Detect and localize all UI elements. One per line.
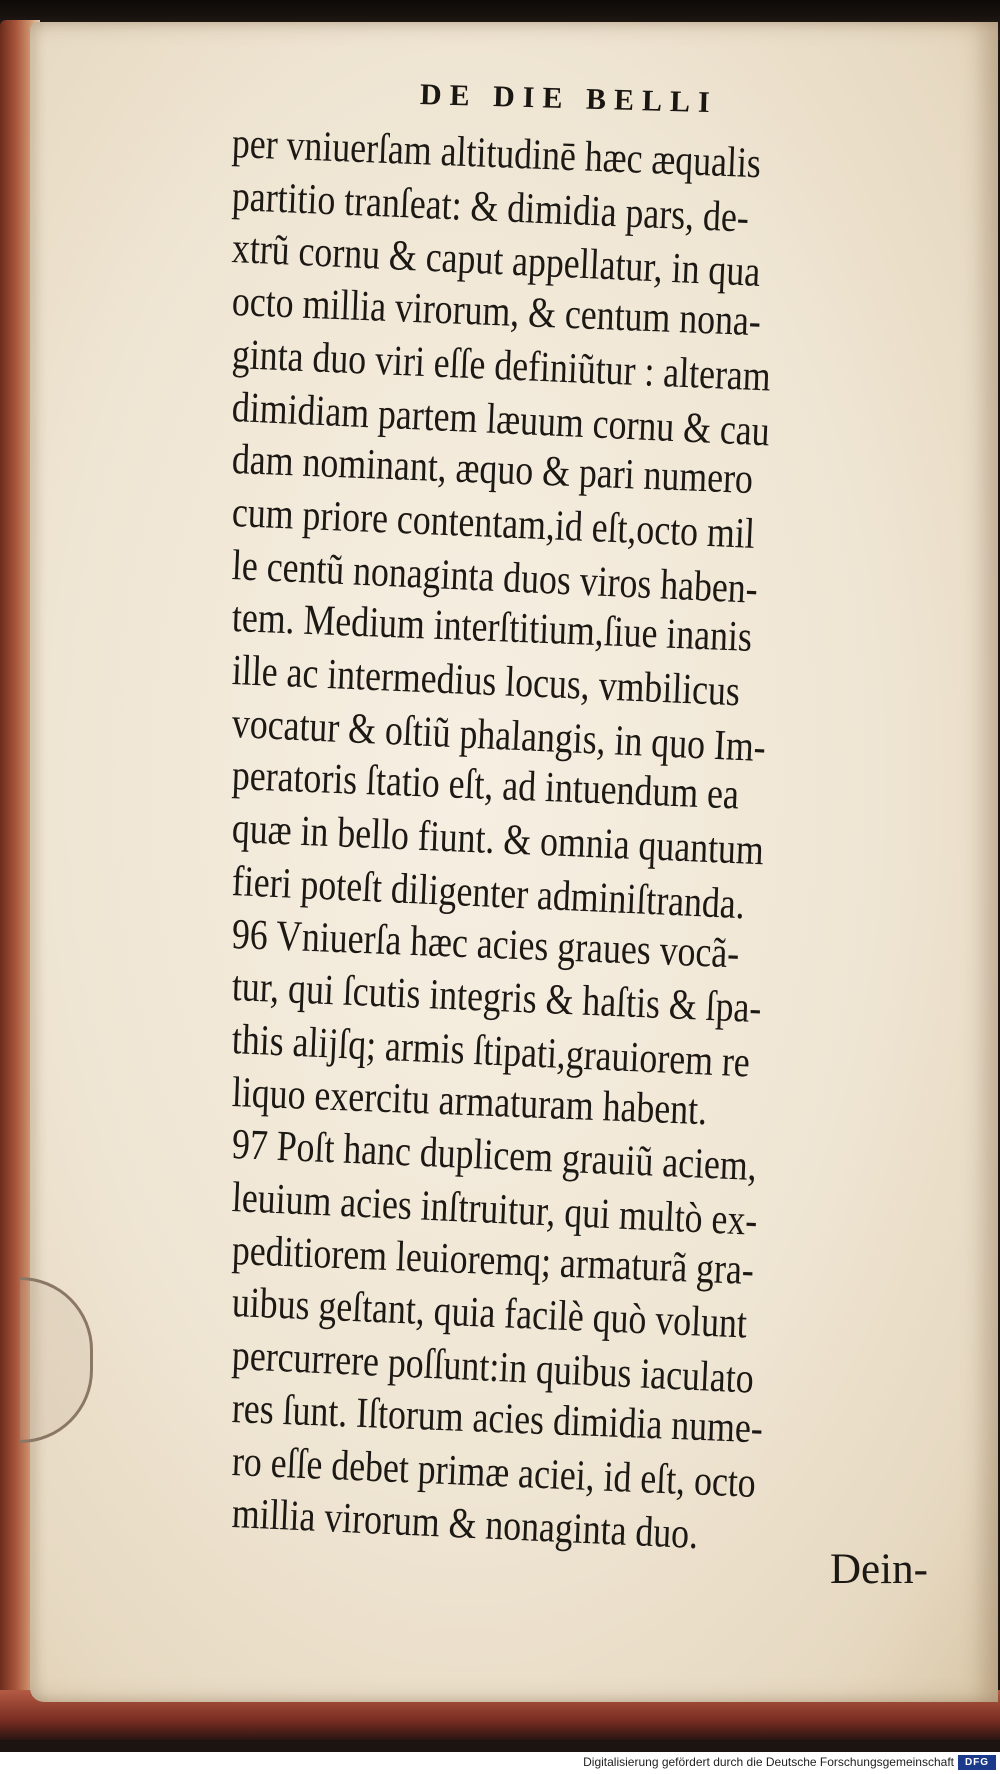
body-text bbox=[230, 118, 952, 1559]
clasp-ring bbox=[20, 1277, 93, 1443]
dfg-logo: DFG bbox=[958, 1755, 996, 1770]
text-line: vocatur & oſtiũ phalangis, in quo Im- bbox=[230, 699, 767, 771]
catchword: Dein- bbox=[830, 1546, 928, 1593]
text-line: leuium acies inſtruitur, qui multò ex- bbox=[230, 1174, 759, 1245]
text-line: tem. Medium interſtitium,ſiue inanis bbox=[231, 594, 753, 662]
text-line: peratoris ſtatio eſt, ad intuendum ea bbox=[231, 752, 740, 819]
text-line: liquo exercitu armaturam habent. bbox=[231, 1068, 708, 1134]
text-line: cum priore contentam,id eſt,octo mil bbox=[231, 488, 756, 558]
text-line: le centũ nonaginta duos viros haben- bbox=[230, 541, 759, 613]
text-line: ille ac intermedius locus, vmbilicus bbox=[231, 647, 741, 716]
text-line: peditiorem leuioremq; armaturã gra- bbox=[231, 1226, 755, 1294]
text-line: fieri poteſt diligenter adminiſtranda. bbox=[230, 857, 746, 929]
text-line: per vniuerſam altitudinē hæc æqualis bbox=[231, 120, 762, 188]
text-line: percurrere poſſunt:in quibus iaculato bbox=[230, 1332, 755, 1403]
text-line: dimidiam partem læuum cornu & cau bbox=[230, 383, 771, 455]
footer-credit: Digitalisierung gefördert durch die Deutsche Forschungsgemeinschaft bbox=[583, 1755, 954, 1769]
text-line: xtrũ cornu & caput appellatur, in qua bbox=[230, 225, 762, 297]
text-line: octo millia virorum, & centum nona- bbox=[231, 278, 762, 346]
text-line: 96 Vniuerſa hæc acies graues vocã- bbox=[231, 910, 741, 978]
text-line: res ſunt. Iſtorum acies dimidia nume- bbox=[231, 1384, 764, 1453]
text-line: dam nominant, æquo & pari numero bbox=[231, 436, 754, 504]
text-line: ro eſſe debet primæ aciei, id eſt, octo bbox=[231, 1437, 757, 1507]
text-line: 97 Poſt hanc duplicem grauiũ aciem, bbox=[231, 1121, 758, 1191]
footer-bar bbox=[0, 1752, 1000, 1774]
running-head: DE DIE BELLI bbox=[419, 78, 719, 120]
text-line: tur, qui ſcutis integris & haſtis & ſpa- bbox=[231, 963, 763, 1033]
text-line: this alijſq; armis ſtipati,grauiorem re bbox=[230, 1015, 751, 1087]
text-line: uibus geſtant, quia facilè quò volunt bbox=[231, 1279, 748, 1349]
text-line: ginta duo viri eſſe definiũtur : alteram bbox=[231, 330, 772, 401]
text-line: millia virorum & nonaginta duo. bbox=[230, 1490, 700, 1559]
text-line: quæ in bello fiunt. & omnia quantum bbox=[231, 805, 765, 875]
text-line: partitio tranſeat: & dimidia pars, de- bbox=[231, 172, 750, 242]
